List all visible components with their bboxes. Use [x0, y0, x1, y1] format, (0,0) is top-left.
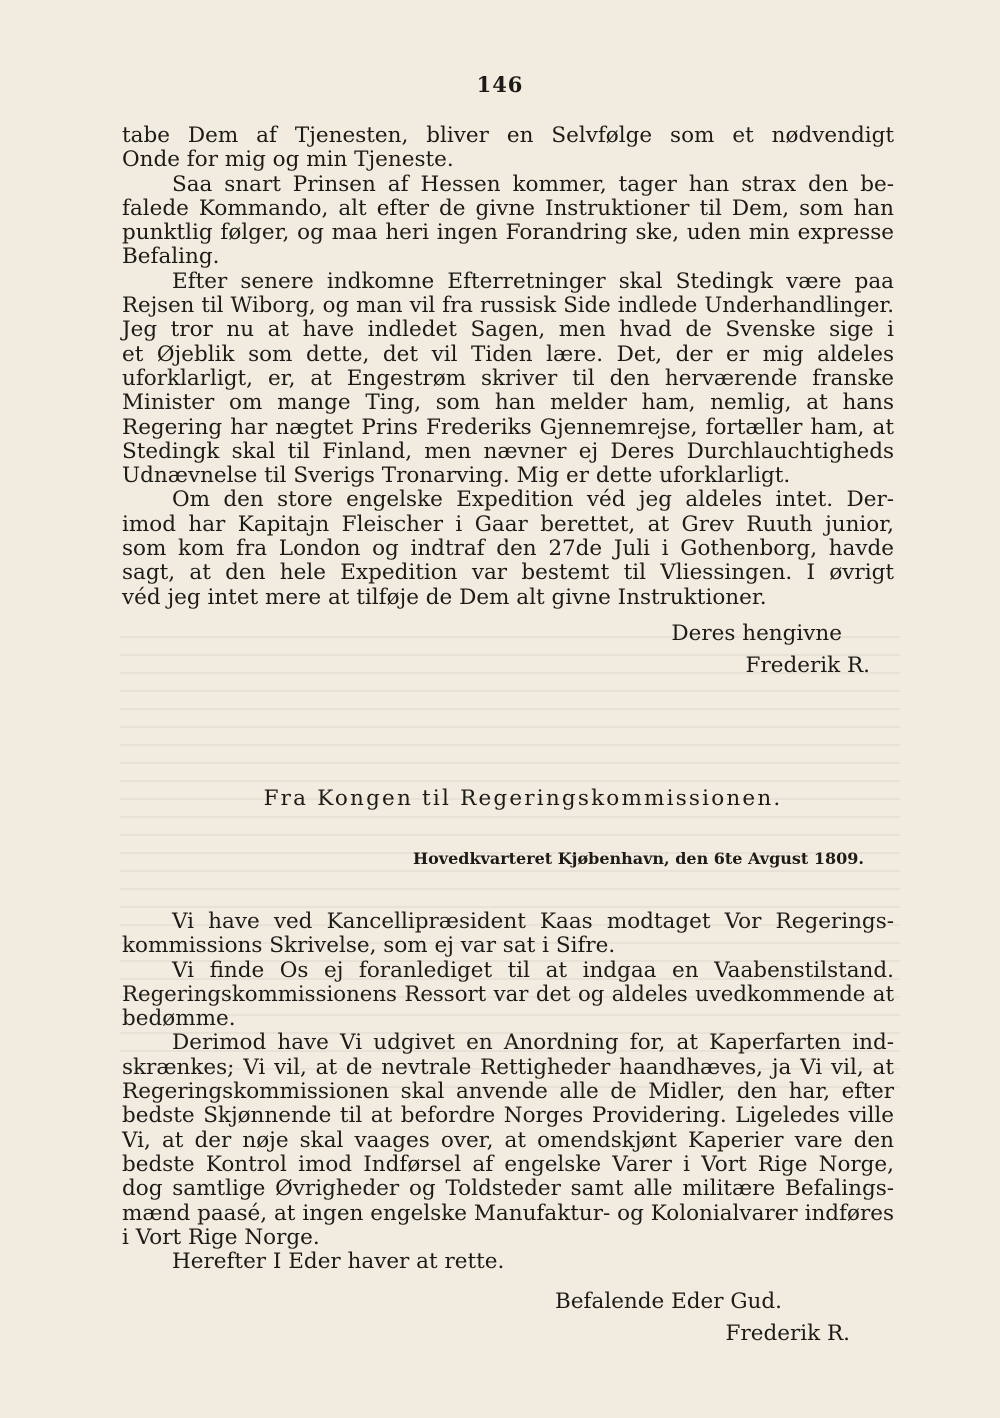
page-number: 146 [476, 72, 524, 97]
text-line: skrænkes; Vi vil, at de nevtrale Rettigheder haandhæves, ja Vi vil, at [122, 1054, 894, 1080]
text-line: Befaling. [122, 244, 220, 270]
text-line: punktlig følger, og maa heri ingen Forandring ske, uden min expresse [122, 220, 894, 246]
closing-line: Befalende Eder Gud. [555, 1289, 782, 1315]
text-line: et Øjeblik som dette, det vil Tiden lære. Det, der er mig aldeles [122, 341, 894, 367]
text-line: Regering har nægtet Prins Frederiks Gjennemrejse, fortæller ham, at [122, 414, 894, 440]
signature: Frederik R. [725, 1321, 850, 1347]
text-line: Jeg tror nu at have indledet Sagen, men hvad de Svenske sige i [122, 317, 894, 343]
text-line: Onde for mig og min Tjeneste. [122, 147, 454, 173]
text-line: bedømme. [122, 1006, 236, 1032]
letter-king-to-commission [122, 786, 894, 1350]
text-line: dog samtlige Øvrigheder og Toldsteder samt alle militære Befalings- [122, 1176, 894, 1202]
text-line: tabe Dem af Tjenesten, bliver en Selvfølge som et nødvendigt [122, 123, 894, 148]
text-line: Vi finde Os ej foranlediget til at indgaa en Vaabenstilstand. [172, 957, 894, 983]
signature: Frederik R. [745, 652, 870, 678]
text-line: Saa snart Prinsen af Hessen kommer, tager han strax den be- [172, 171, 894, 197]
text-line: bedste Skjønnende til at befordre Norges Providering. Ligeledes ville [122, 1103, 894, 1129]
text-line: Om den store engelske Expedition véd jeg aldeles intet. Der- [172, 487, 894, 513]
text-line: Regeringskommissionen skal anvende alle de Midler, den har, efter [122, 1079, 894, 1105]
text-line: Stedingk skal til Finland, men nævner ej Deres Durchlauchtigheds [122, 438, 894, 464]
text-line: mænd paasé, at ingen engelske Manufaktur- og Kolonialvarer indføres [122, 1200, 894, 1226]
text-line: bedste Kontrol imod Indførsel af engelske Varer i Vort Rige Norge, [122, 1151, 894, 1177]
text-line: i Vort Rige Norge. [122, 1224, 320, 1250]
text-line: véd jeg intet mere at tilføje de Dem alt givne Instruktioner. [122, 584, 767, 610]
text-line: sagt, at den hele Expedition var bestemt til Vliessingen. I øvrigt [122, 560, 894, 586]
dateline: Hovedkvarteret Kjøbenhavn, den 6te Avgust 1809. [412, 849, 864, 868]
text-line: Vi have ved Kancellipræsident Kaas modtaget Vor Regerings- [172, 909, 894, 934]
text-line: Minister om mange Ting, som han melder ham, nemlig, at hans [122, 390, 894, 416]
text-line: Regeringskommissionens Ressort var det og aldeles uvedkommende at [122, 981, 894, 1007]
text-line: uforklarligt, er, at Engestrøm skriver til den herværende franske [122, 365, 894, 391]
text-line: Herefter I Eder haver at rette. [172, 1249, 505, 1275]
text-line: Udnævnelse til Sverigs Tronarving. Mig er dette uforklarligt. [122, 463, 791, 489]
text-line: Vi, at der nøje skal vaages over, at omendskjønt Kaperier vare den [122, 1127, 894, 1153]
letter-body [122, 124, 894, 610]
letter-body [122, 910, 894, 1274]
text-line: kommissions Skrivelse, som ej var sat i Sifre. [122, 933, 616, 959]
letter-continuation [122, 124, 894, 682]
text-line: Rejsen til Wiborg, og man vil fra russisk Side indlede Underhandlinger. [122, 293, 894, 319]
text-line: som kom fra London og indtraf den 27de Juli i Gothenborg, havde [122, 536, 894, 562]
letter-heading: Fra Kongen til Regeringskommissionen. [263, 786, 783, 811]
text-line: Efter senere indkomne Efterretninger skal Stedingk være paa [172, 268, 894, 294]
closing-line: Deres hengivne [671, 620, 842, 646]
text-line: falede Kommando, alt efter de givne Instruktioner til Dem, som han [122, 195, 894, 221]
text-line: Derimod have Vi udgivet en Anordning for, at Kaperfarten ind- [172, 1030, 894, 1056]
text-line: imod har Kapitajn Fleischer i Gaar berettet, at Grev Ruuth junior, [122, 511, 894, 537]
